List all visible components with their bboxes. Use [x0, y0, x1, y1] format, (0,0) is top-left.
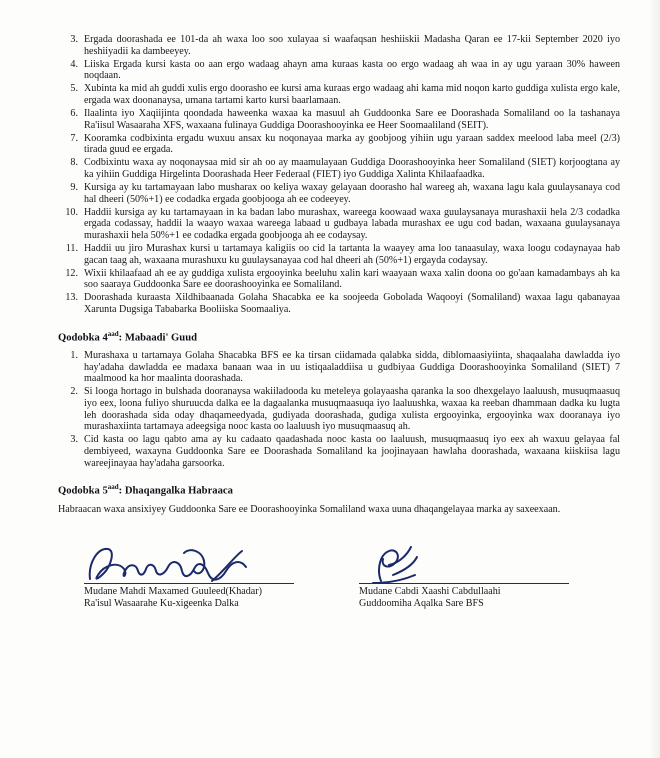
section-4-label: Qodobka 4 — [58, 332, 108, 344]
list-item-number: 2. — [70, 386, 78, 398]
section-5-paragraph: Habraacan waxa ansixiyey Guddoonka Sare ee Doorashooyinka Somaliland waxa uuna dhaqangelayaa marka ay saxeexaan. — [58, 503, 561, 515]
list-item — [58, 207, 620, 242]
list-item-text: Haddii uu jiro Murashax kursi u tartamaya kaligiis oo cid la tartanta la waayey ama loo tanaasulay, waxa loogu codaynayaa hab gacan taag ah, waxaana murashuxu ku guulaysanayaa cod hal dheeri ah (50%+1) ergayda codaysay. — [84, 243, 620, 266]
list-item-text: Kooramka codbixinta ergadu wuxuu ansax ku noqonayaa marka ay goobjoog yihiin ugu yaraan saddex meelood laba meel (2/3) tirada guud ee ergada. — [84, 132, 620, 156]
list-item-text: Codbixintu waxa ay noqonaysaa mid sir ah oo ay maamulayaan Guddiga Doorashooyinka heer Somaliland (SIET) korjoogtana ay ka yihiin Guddiga Hirgelinta Doorashada Heer Federaal (FIET) iyo Guddiga Xalinta Khilaafaadka. — [84, 157, 620, 181]
signature-mark-left — [84, 541, 339, 583]
list-item — [58, 350, 620, 385]
signature-mark-right — [359, 541, 614, 583]
list-item-number: 10. — [65, 206, 78, 218]
section-4-superscript: aad — [107, 329, 119, 338]
list-item-text: Ergada doorashada ee 101-da ah waxa loo soo xulayaa si waafaqsan heshiiskii Madasha Qaran ee 17-kii September 2020 iyo heshiiyadii ka dambeeyey. — [84, 34, 620, 57]
list-item — [58, 108, 620, 131]
signatory-title-right: Guddoomiha Aqalka Sare BFS — [359, 598, 484, 610]
list-item — [58, 34, 620, 57]
list-item — [58, 157, 620, 180]
list-item — [58, 133, 620, 156]
list-item — [58, 386, 620, 432]
list-item-number: 6. — [70, 108, 78, 120]
section-5-label: Qodobka 5 — [58, 485, 108, 497]
list-item — [58, 243, 620, 266]
list-item-text: Si looga hortago in bulshada dooranaysa wakiiladooda ku meteleya golayaasha qaranka la soo dhexgelayo laaluush, musuqmaasuq iyo eex, loona fuliyo shuruucda dalka ee la dagaalanka musuqmaasuqa iyo laaluushka, waxaa ka reeban dhammaan dadka ku lugta leh doorashada sida oday dhaqameedyada, gudiyada doorashada, gudiga xulista ergooyinka, ergooyinka wax dooranaya iyo murashaxiinta tartamaya adeegsiga nooc kasta oo laaluush iyo musuqmaasuq ah. — [84, 386, 620, 433]
list-item-number: 8. — [70, 157, 78, 169]
list-item-number: 7. — [70, 132, 78, 144]
list-item-text: Murashaxa u tartamaya Golaha Shacabka BFS ee ka tirsan ciidamada qalabka sidda, diblomaasiyiinta, shaqaalaha dawladda iyo hay'adaha dawladda ee madaxa banaan waa in uu istiqaaladdiisa u gudbiyaa Guddiga Doorashooyinka Somaliland (SIET) 7 maalmood ka hor maalinta doorashada. — [84, 350, 620, 385]
list-item — [58, 292, 620, 315]
signatory-name-right: Mudane Cabdi Xaashi Cabdullaahi — [359, 586, 501, 598]
signatory-title-left: Ra'isul Wasaarahe Ku-xigeenka Dalka — [84, 598, 239, 610]
handwritten-signature-icon — [84, 541, 264, 587]
list-item-number: 3. — [70, 34, 78, 45]
handwritten-signature-icon — [359, 541, 479, 587]
signatory-name-left: Mudane Mahdi Maxamed Guuleed(Khadar) — [84, 586, 262, 598]
signature-right — [359, 541, 614, 610]
signature-left — [84, 541, 339, 610]
list-item-number: 11. — [65, 243, 78, 255]
list-item — [58, 83, 620, 106]
list-item-number: 9. — [70, 182, 78, 194]
section-5-title: : Dhaqangalka Habraaca — [118, 485, 233, 497]
list-item-text: Xubinta ka mid ah guddi xulis ergo doorasho ee kursi ama kuraas ergo wadaag ahi kama mid noqon karto guddiga xulista ergo kale, ergada wax doonanaysa, umana tartami karto kursi baarlamaan. — [84, 83, 620, 106]
list-item-text: Liiska Ergada kursi kasta oo aan ergo wadaag ahayn ama kuraas kasta oo ergo wadaag ah waa in ay ugu yaraan 30% haween noqdaan. — [84, 58, 620, 82]
list-item-number: 13. — [65, 292, 78, 304]
clause-list-section-4 — [58, 350, 620, 469]
page-edge-shadow — [648, 0, 660, 758]
list-item-number: 4. — [70, 58, 78, 70]
section-4-title: : Mabaadi' Guud — [118, 332, 197, 344]
list-item — [58, 59, 620, 82]
list-item — [58, 434, 620, 469]
list-item-text: Cid kasta oo lagu qabto ama ay ku cadaato qaadashada nooc kasta oo laaluush, musuqmaasuq iyo eex ah waxuu gelayaa fal dembiyeed, waxayna Guddoonka Sare ee Doorashada Somaliland ka joojinayaan hawlaha doorashada, waxaana kiiskiisa lagu wareejinayaa hay'adaha garsoorka. — [84, 434, 620, 469]
list-item-number: 12. — [65, 267, 78, 279]
list-item-number: 5. — [70, 83, 78, 95]
list-item-text: Doorashada kuraasta Xildhibaanada Golaha Shacabka ee ka soojeeda Gobolada Waqooyi (Somaliland) waxaa lagu qabanayaa Xarunta Dugsiga Tababarka Booliiska Soomaaliya. — [84, 292, 620, 316]
list-item — [58, 182, 620, 205]
section-5-superscript: aad — [107, 483, 119, 492]
signature-block — [58, 541, 620, 610]
clause-list-primary — [58, 34, 620, 316]
section-heading-4 — [58, 330, 620, 344]
list-item-text: Ilaalinta iyo Xaqiijinta qoondada haweenka waxaa ka masuul ah Guddoonka Sare ee Doorashada Somaliland oo la tashanaya Ra'iisul Wasaaraha XFS, waxaana fulinaya Guddiga Doorashooyinka ee Heer Soomaaliland (SEIT). — [84, 108, 620, 131]
list-item-text: Wixii khilaafaad ah ee ay guddiga xulista ergooyinka beeluhu xalin kari waayaan waxa xalin doona oo go'aan kamadambays ah ka soo saaraya Guddoonka Sare ee doorashooyinka ee Somaliland. — [84, 267, 620, 291]
list-item — [58, 268, 620, 291]
list-item-text: Kursiga ay ku tartamayaan labo musharax oo keliya waxay gelayaan doorasho hal wareeg ah, waxana lagu kala guulaysanaya cod hal dheeri (50%+1) ee codadka ergada goobjooga ah ee codeeyey. — [84, 182, 620, 205]
list-item-number: 1. — [70, 350, 78, 362]
list-item-number: 3. — [70, 434, 78, 446]
section-heading-5 — [58, 483, 620, 497]
list-item-text: Haddii kursiga ay ku tartamayaan in ka badan labo murashax, wareega koowaad waxa guulaysanaya murashaxii hela 2/3 codadka ergada codassay, haddii la waayo waxaa wareega labaad u gudbaya labada murashax ee ugu cod badan, waxaana guulaysanaya murashaxii hela 50%+1 ee codadka ergada goobjooga ah ee codaysay. — [84, 206, 620, 241]
